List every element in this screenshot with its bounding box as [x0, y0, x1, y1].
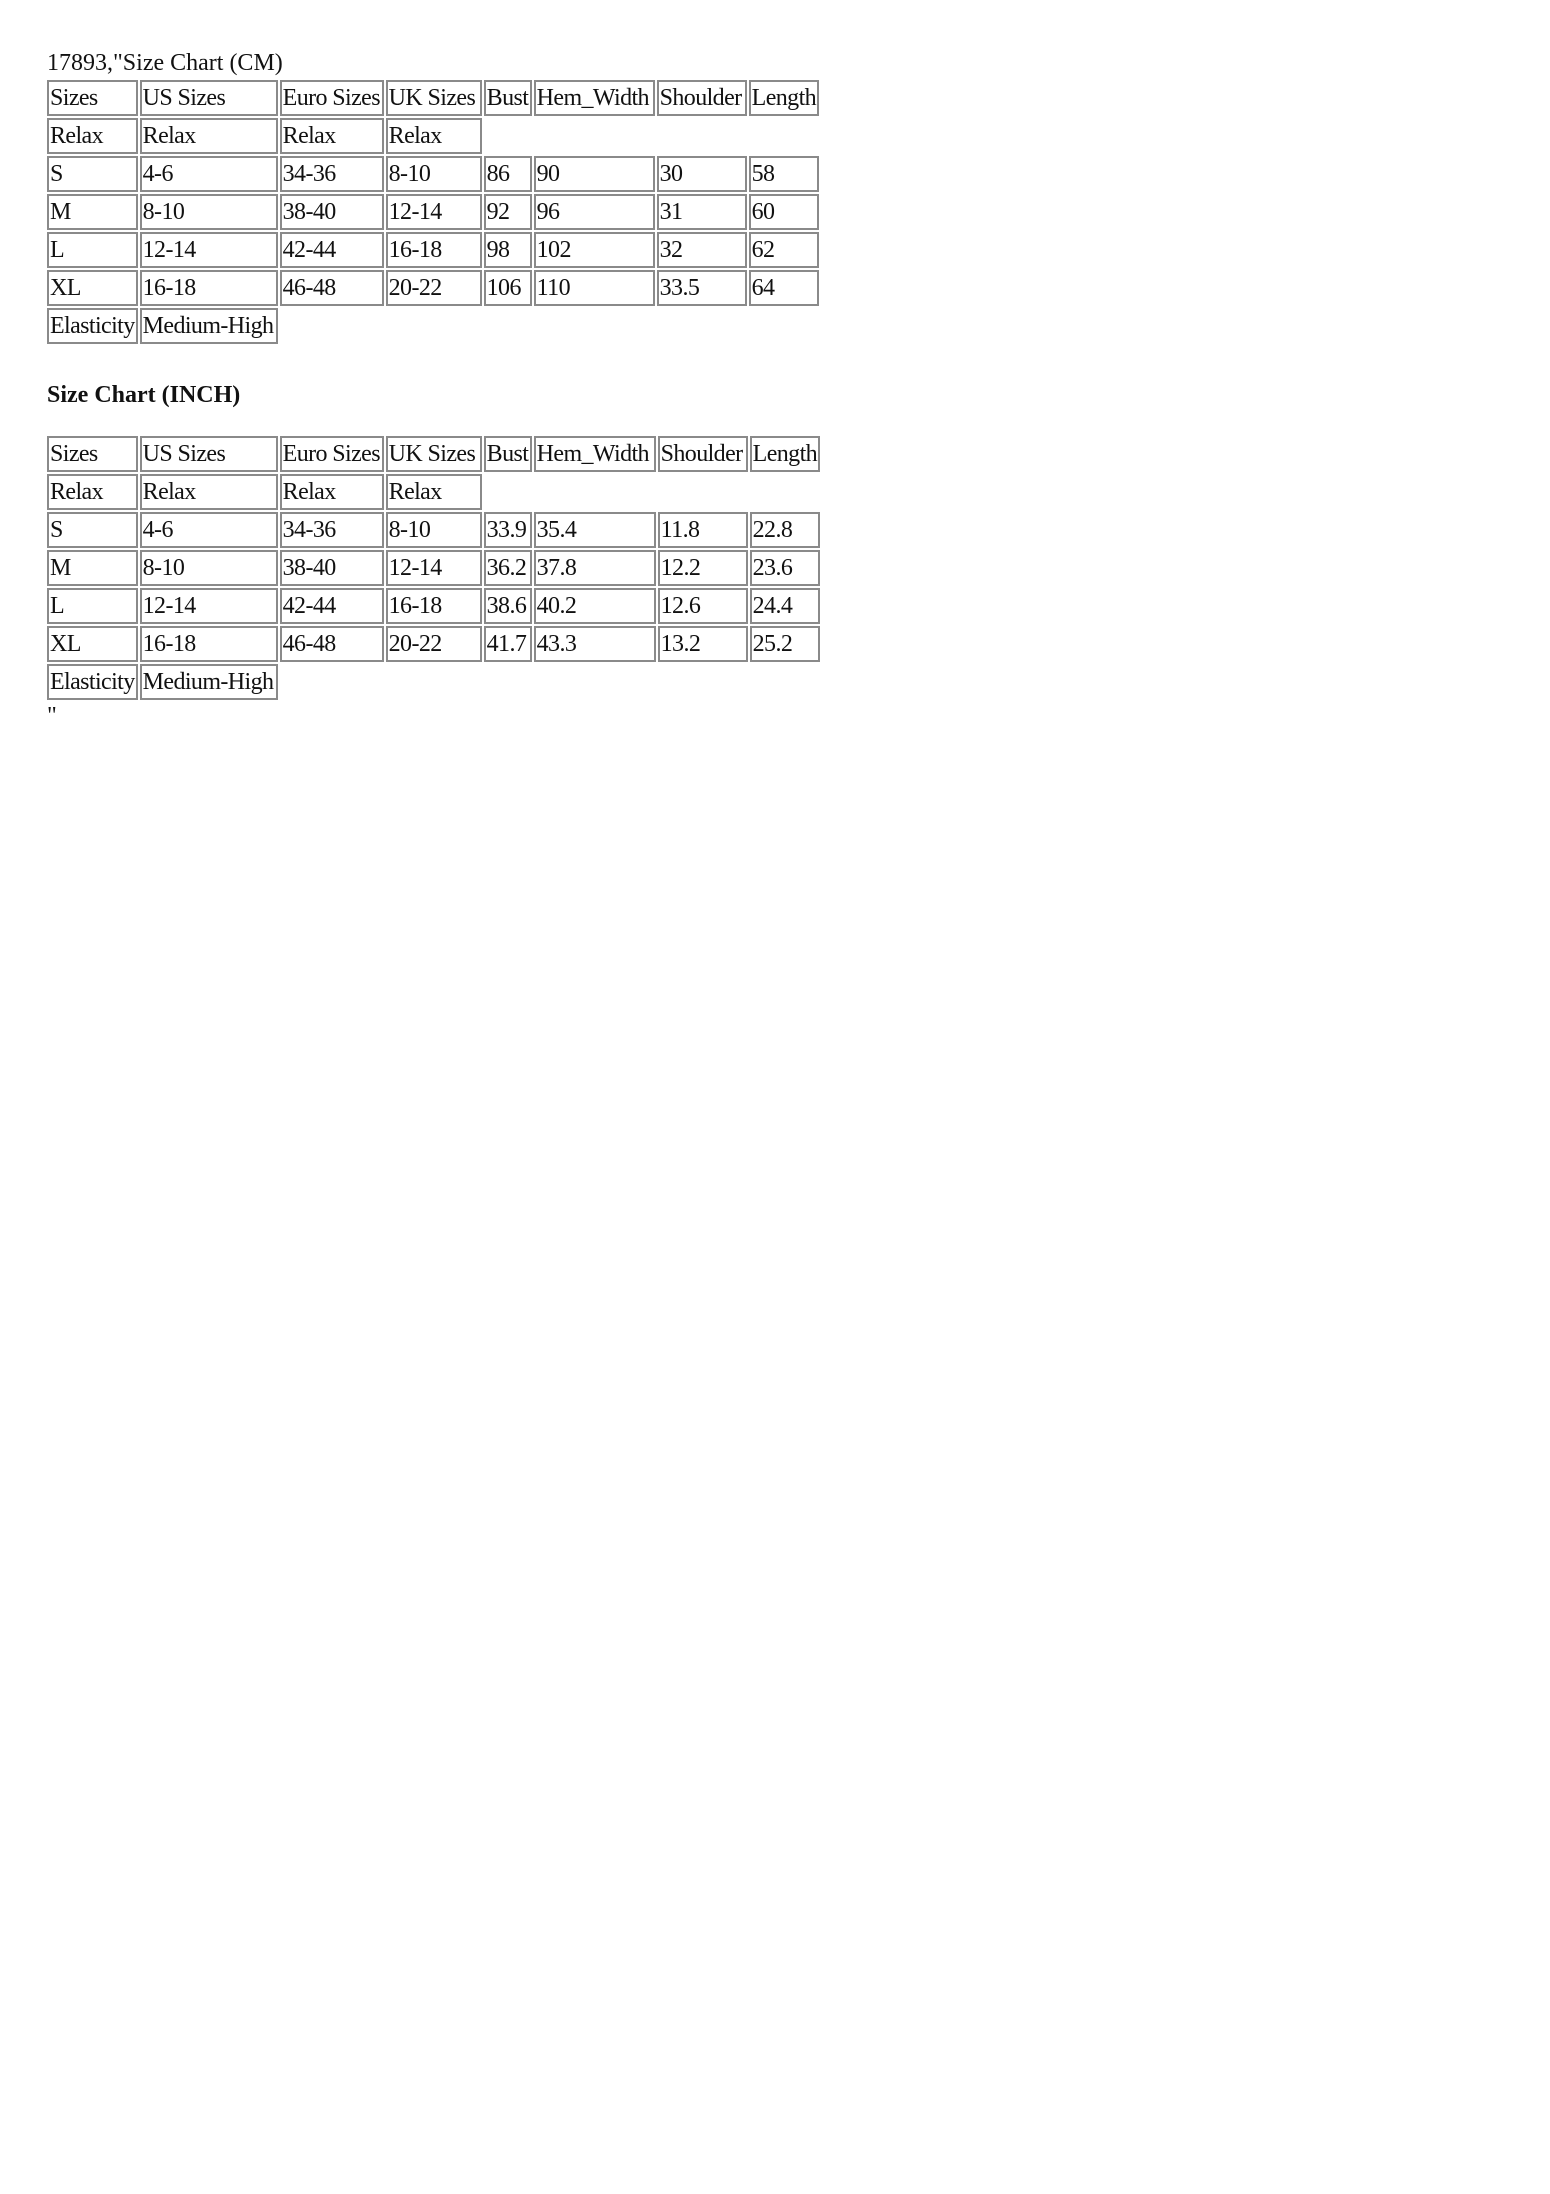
table-cell: 31 — [657, 194, 747, 230]
table-cell: Relax — [386, 474, 482, 510]
empty-cell — [534, 118, 655, 154]
empty-cell — [658, 474, 748, 510]
table-cell: Relax — [47, 118, 138, 154]
table-cell: 110 — [534, 270, 655, 306]
table-cell: 12-14 — [386, 550, 482, 586]
table-cell: 34-36 — [280, 512, 384, 548]
column-header: Length — [750, 436, 820, 472]
table-cell: 43.3 — [534, 626, 656, 662]
table-cell: 12-14 — [140, 588, 278, 624]
table-cell: 86 — [484, 156, 532, 192]
table-row — [47, 512, 820, 548]
empty-cell — [657, 118, 747, 154]
table-cell: S — [47, 512, 138, 548]
table-cell: Relax — [280, 118, 384, 154]
table-cell: 8-10 — [140, 550, 278, 586]
inch-table-body — [47, 436, 820, 700]
table-cell: 46-48 — [280, 626, 384, 662]
empty-cell — [750, 664, 820, 700]
cm-chart-title: 17893,"Size Chart (CM) — [47, 50, 283, 76]
table-cell: M — [47, 194, 138, 230]
table-cell: Relax — [140, 474, 278, 510]
column-header: Hem_Width — [534, 436, 656, 472]
table-cell: 98 — [484, 232, 532, 268]
table-cell: XL — [47, 270, 138, 306]
table-cell: 12.6 — [658, 588, 748, 624]
table-cell: 90 — [534, 156, 655, 192]
table-cell: 12.2 — [658, 550, 748, 586]
table-cell: 11.8 — [658, 512, 748, 548]
empty-cell — [386, 664, 482, 700]
empty-cell — [484, 308, 532, 344]
column-header: Euro Sizes — [280, 80, 384, 116]
table-cell: 16-18 — [386, 588, 482, 624]
column-header: Sizes — [47, 436, 138, 472]
table-cell: 34-36 — [280, 156, 384, 192]
column-header: Shoulder — [658, 436, 748, 472]
table-cell: Elasticity — [47, 308, 138, 344]
table-cell: 8-10 — [386, 512, 482, 548]
table-row — [47, 194, 819, 230]
table-cell: 33.9 — [484, 512, 532, 548]
table-cell: 4-6 — [140, 156, 278, 192]
table-cell: 38-40 — [280, 550, 384, 586]
table-cell: 38.6 — [484, 588, 532, 624]
table-cell: Medium-High — [140, 664, 278, 700]
empty-cell — [749, 118, 819, 154]
table-cell: 33.5 — [657, 270, 747, 306]
table-row — [47, 118, 819, 154]
table-cell: 20-22 — [386, 626, 482, 662]
table-cell: S — [47, 156, 138, 192]
table-cell: 25.2 — [750, 626, 820, 662]
table-cell: 20-22 — [386, 270, 482, 306]
empty-cell — [534, 474, 656, 510]
table-cell: 4-6 — [140, 512, 278, 548]
table-cell: Relax — [386, 118, 482, 154]
table-header-row — [47, 436, 820, 472]
table-cell: Relax — [140, 118, 278, 154]
table-cell: 41.7 — [484, 626, 532, 662]
table-cell: M — [47, 550, 138, 586]
table-cell: 22.8 — [750, 512, 820, 548]
table-header-row — [47, 80, 819, 116]
table-cell: 12-14 — [386, 194, 482, 230]
inch-chart-title: Size Chart (INCH) — [47, 382, 241, 408]
table-cell: Elasticity — [47, 664, 138, 700]
table-cell: Relax — [280, 474, 384, 510]
table-row — [47, 474, 820, 510]
table-cell: 16-18 — [140, 626, 278, 662]
table-cell: 30 — [657, 156, 747, 192]
table-cell: 102 — [534, 232, 655, 268]
table-cell: 16-18 — [140, 270, 278, 306]
table-cell: 24.4 — [750, 588, 820, 624]
table-cell: 36.2 — [484, 550, 532, 586]
table-cell: L — [47, 232, 138, 268]
cm-table-body — [47, 80, 819, 344]
table-cell: 37.8 — [534, 550, 656, 586]
table-row — [47, 270, 819, 306]
document-page — [47, 48, 947, 728]
empty-cell — [280, 308, 384, 344]
table-cell: 106 — [484, 270, 532, 306]
empty-cell — [749, 308, 819, 344]
table-cell: 38-40 — [280, 194, 384, 230]
column-header: UK Sizes — [386, 80, 482, 116]
empty-cell — [484, 664, 532, 700]
table-row — [47, 308, 819, 344]
table-cell: 35.4 — [534, 512, 656, 548]
table-cell: 8-10 — [140, 194, 278, 230]
table-cell: 92 — [484, 194, 532, 230]
inch-size-table — [45, 434, 822, 702]
table-cell: 60 — [749, 194, 819, 230]
table-cell: 16-18 — [386, 232, 482, 268]
column-header: US Sizes — [140, 436, 278, 472]
empty-cell — [484, 118, 532, 154]
empty-cell — [657, 308, 747, 344]
table-cell: 96 — [534, 194, 655, 230]
column-header: Euro Sizes — [280, 436, 384, 472]
column-header: Hem_Width — [534, 80, 655, 116]
table-cell: 40.2 — [534, 588, 656, 624]
empty-cell — [750, 474, 820, 510]
table-row — [47, 626, 820, 662]
column-header: Length — [749, 80, 819, 116]
table-cell: 64 — [749, 270, 819, 306]
table-cell: Medium-High — [140, 308, 278, 344]
table-row — [47, 232, 819, 268]
empty-cell — [534, 664, 656, 700]
empty-cell — [386, 308, 482, 344]
closing-quote: " — [47, 703, 57, 729]
column-header: Sizes — [47, 80, 138, 116]
column-header: UK Sizes — [386, 436, 482, 472]
column-header: Shoulder — [657, 80, 747, 116]
table-cell: 46-48 — [280, 270, 384, 306]
table-cell: 32 — [657, 232, 747, 268]
empty-cell — [280, 664, 384, 700]
empty-cell — [484, 474, 532, 510]
empty-cell — [534, 308, 655, 344]
column-header: Bust — [484, 80, 532, 116]
cm-size-table — [45, 78, 821, 346]
table-cell: 42-44 — [280, 232, 384, 268]
table-cell: L — [47, 588, 138, 624]
table-cell: XL — [47, 626, 138, 662]
column-header: Bust — [484, 436, 532, 472]
table-cell: Relax — [47, 474, 138, 510]
table-cell: 62 — [749, 232, 819, 268]
table-cell: 23.6 — [750, 550, 820, 586]
table-row — [47, 156, 819, 192]
table-row — [47, 588, 820, 624]
table-cell: 58 — [749, 156, 819, 192]
column-header: US Sizes — [140, 80, 278, 116]
table-row — [47, 664, 820, 700]
table-cell: 13.2 — [658, 626, 748, 662]
table-cell: 42-44 — [280, 588, 384, 624]
table-cell: 8-10 — [386, 156, 482, 192]
table-row — [47, 550, 820, 586]
empty-cell — [658, 664, 748, 700]
table-cell: 12-14 — [140, 232, 278, 268]
